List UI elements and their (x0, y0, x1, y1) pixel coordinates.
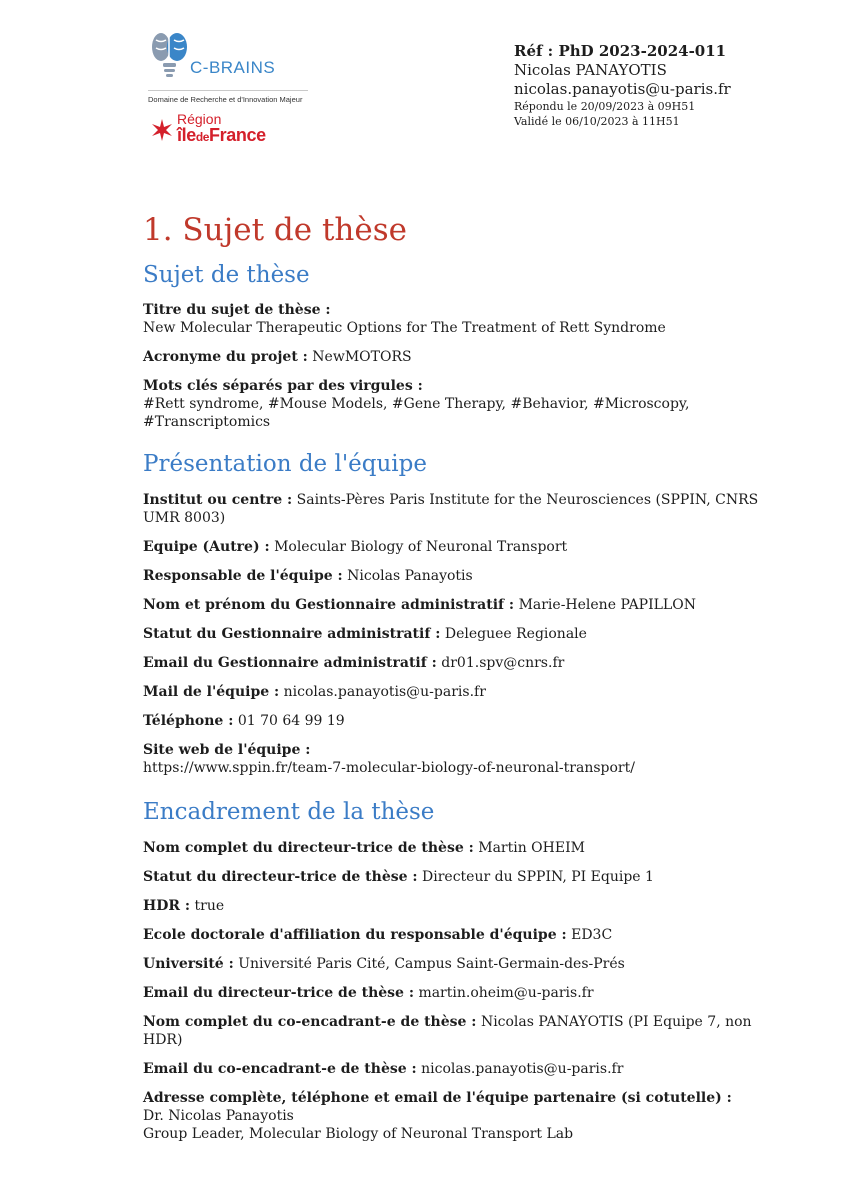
field-directeur (143, 839, 783, 857)
field-value: Marie-Helene PAPILLON (518, 597, 696, 613)
field-telephone (143, 712, 783, 730)
field-site-web (143, 741, 783, 777)
reference-number: Réf : PhD 2023-2024-011 (514, 42, 727, 60)
field-co-encadrant (143, 1013, 783, 1049)
field-label: Ecole doctorale d'affiliation du responsable d'équipe : (143, 927, 567, 943)
field-value: New Molecular Therapeutic Options for The Treatment of Rett Syndrome (143, 320, 666, 336)
field-value: nicolas.panayotis@u-paris.fr (283, 684, 486, 700)
field-label: Titre du sujet de thèse : (143, 302, 331, 318)
field-label: Email du Gestionnaire administratif : (143, 655, 437, 671)
field-label: Université : (143, 956, 234, 972)
section-title-equipe: Présentation de l'équipe (143, 451, 427, 477)
field-universite (143, 955, 783, 973)
field-label: Mail de l'équipe : (143, 684, 280, 700)
cbrains-logo (148, 30, 318, 88)
field-value: #Rett syndrome, #Mouse Models, #Gene Therapy, #Behavior, #Microscopy, (143, 396, 690, 412)
region-logo (150, 112, 290, 148)
field-value: Martin OHEIM (478, 840, 585, 856)
field-label: Email du co-encadrant-e de thèse : (143, 1061, 417, 1077)
field-value: UMR 8003) (143, 510, 226, 526)
applicant-name: Nicolas PANAYOTIS (514, 61, 667, 79)
field-value: true (194, 898, 225, 914)
field-value: nicolas.panayotis@u-paris.fr (421, 1061, 624, 1077)
reference-block (514, 42, 834, 129)
logo-subtitle: Domaine de Recherche et d'Innovation Majeur (148, 95, 303, 104)
field-label: HDR : (143, 898, 191, 914)
field-hdr (143, 897, 783, 915)
field-value: Dr. Nicolas Panayotis (143, 1108, 294, 1124)
applicant-email: nicolas.panayotis@u-paris.fr (514, 80, 731, 98)
region-name-part: de (195, 130, 210, 144)
field-value: Nicolas PANAYOTIS (PI Equipe 7, non (480, 1014, 752, 1030)
field-value: 01 70 64 99 19 (237, 713, 345, 729)
field-value: martin.oheim@u-paris.fr (418, 985, 594, 1001)
field-label: Site web de l'équipe : (143, 742, 311, 758)
field-value: https://www.sppin.fr/team-7-molecular-biology-of-neuronal-transport/ (143, 760, 635, 776)
document-body (143, 208, 783, 1143)
field-label: Acronyme du projet : (143, 349, 308, 365)
field-titre (143, 301, 783, 337)
field-value: Directeur du SPPIN, PI Equipe 1 (422, 869, 654, 885)
logo-text: C-BRAINS (190, 58, 276, 77)
field-label: Institut ou centre : (143, 492, 293, 508)
section-title-sujet: Sujet de thèse (143, 262, 310, 288)
field-mots-cles (143, 377, 783, 431)
field-email-directeur (143, 984, 783, 1002)
field-equipe (143, 538, 783, 556)
field-value: ED3C (571, 927, 613, 943)
main-title: 1. Sujet de thèse (143, 212, 407, 248)
field-responsable (143, 567, 783, 585)
field-label: Mots clés séparés par des virgules : (143, 378, 423, 394)
field-email-co-encadrant (143, 1060, 783, 1078)
field-label: Nom et prénom du Gestionnaire administratif : (143, 597, 515, 613)
field-label: Téléphone : (143, 713, 234, 729)
field-statut-gestionnaire (143, 625, 783, 643)
field-value: Deleguee Regionale (444, 626, 587, 642)
field-email-gestionnaire (143, 654, 783, 672)
field-label: Email du directeur-trice de thèse : (143, 985, 414, 1001)
field-value: HDR) (143, 1032, 183, 1048)
field-value: Université Paris Cité, Campus Saint-Germain-des-Prés (238, 956, 625, 972)
region-label: Région (177, 111, 222, 127)
field-label: Statut du Gestionnaire administratif : (143, 626, 441, 642)
section-title-encadrement: Encadrement de la thèse (143, 799, 435, 825)
field-ecole-doctorale (143, 926, 783, 944)
field-label: Statut du directeur-trice de thèse : (143, 869, 418, 885)
field-value: dr01.spv@cnrs.fr (441, 655, 565, 671)
logo-divider (148, 90, 308, 91)
field-value: Saints-Pères Paris Institute for the Neurosciences (SPPIN, CNRS (296, 492, 759, 508)
field-value: Group Leader, Molecular Biology of Neuronal Transport Lab (143, 1126, 574, 1142)
field-institut (143, 491, 783, 527)
field-mail-equipe (143, 683, 783, 701)
region-name (177, 126, 266, 147)
field-label: Nom complet du directeur-trice de thèse : (143, 840, 474, 856)
region-name-part: île (177, 125, 196, 145)
field-statut-directeur (143, 868, 783, 886)
field-value: NewMOTORS (312, 349, 412, 365)
page-header (0, 0, 849, 160)
field-label: Adresse complète, téléphone et email de l'équipe partenaire (si cotutelle) : (143, 1090, 732, 1106)
field-label: Responsable de l'équipe : (143, 568, 343, 584)
field-value: Molecular Biology of Neuronal Transport (274, 539, 568, 555)
field-label: Nom complet du co-encadrant-e de thèse : (143, 1014, 477, 1030)
validated-date: Validé le 06/10/2023 à 11H51 (514, 115, 680, 128)
field-value: #Transcriptomics (143, 414, 271, 430)
field-value: Nicolas Panayotis (347, 568, 473, 584)
field-gestionnaire (143, 596, 783, 614)
field-acronyme (143, 348, 783, 366)
field-label: Equipe (Autre) : (143, 539, 270, 555)
region-name-part: France (209, 125, 266, 145)
brain-bulb-icon (150, 30, 190, 82)
answered-date: Répondu le 20/09/2023 à 09H51 (514, 100, 696, 113)
star-icon (150, 118, 174, 142)
field-adresse-partenaire (143, 1089, 783, 1143)
